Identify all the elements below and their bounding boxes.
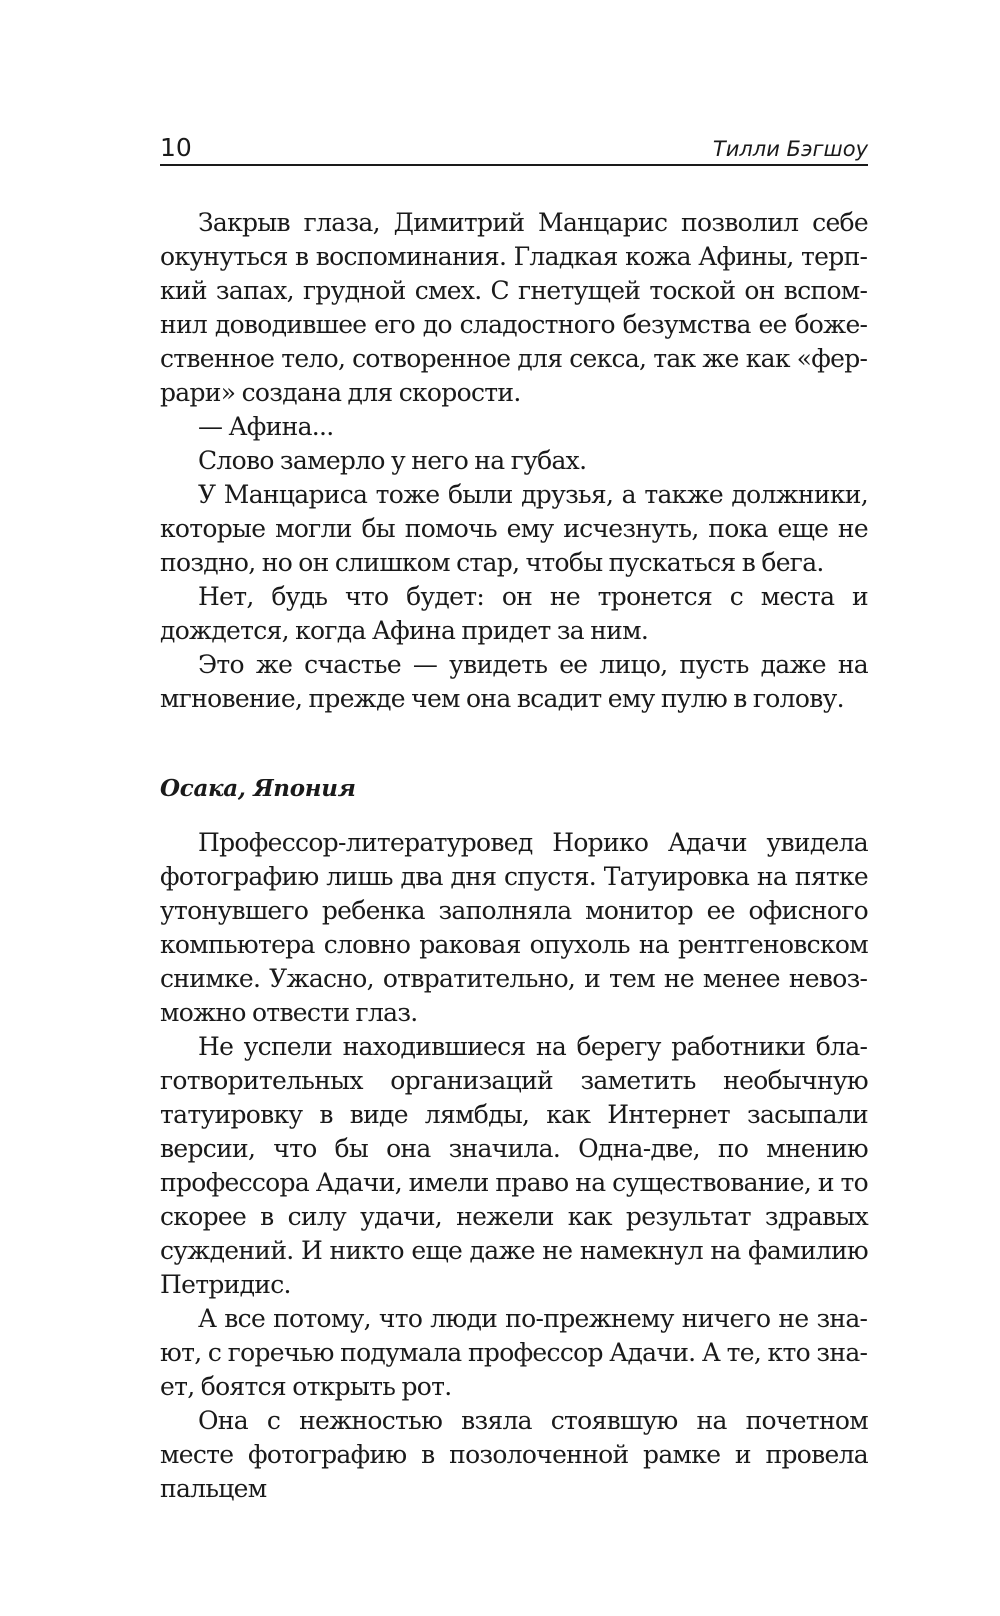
running-head-author: Тилли Бэгшоу — [712, 137, 868, 161]
paragraph: Она с нежностью взяла стоявшую на почетном месте фотографию в позолоченной рамке и провела пальцем — [160, 1406, 868, 1503]
paragraph: Профессор-литературовед Норико Адачи увидела фотографию лишь два дня спустя. Татуировка на пятке утонувшего ребенка заполняла монитор ее офисного компьютера словно раковая опухоль на рентгеновском снимке. Ужасно, отвратительно, и тем не менее невозможно отвести глаз. — [160, 828, 868, 1027]
book-page — [160, 128, 868, 1506]
paragraph: — Афина... — [198, 412, 334, 441]
paragraph: А все потому, что люди по-прежнему ничего не знают, с горечью подумала профессор Адачи. А те, кто знает, боятся открыть рот. — [160, 1304, 868, 1401]
page-number: 10 — [160, 133, 192, 162]
section-2-text — [160, 826, 868, 1506]
section-1-text — [160, 206, 868, 716]
running-head — [160, 128, 868, 166]
paragraph: Нет, будь что будет: он не тронется с места и дождется, когда Афина придет за ним. — [160, 582, 868, 645]
section-heading: Осака, Япония — [160, 775, 356, 802]
paragraph: Не успели находившиеся на берегу работники благотворительных организаций заметить необычную татуировку в виде лямбды, как Интернет засыпали версии, что бы она значила. Одна-две, по мнению профессора Адачи, имели право на существование, и то скорее в силу удачи, нежели как результат здравых суждений. И никто еще даже не намекнул на фамилию Петридис. — [160, 1032, 868, 1299]
paragraph: Закрыв глаза, Димитрий Манцарис позволил себе окунуться в воспоминания. Гладкая кожа Афины, терпкий запах, грудной смех. С гнетущей тоской он вспомнил доводившее его до сладостного безумства ее божественное тело, сотворенное для секса, так же как «феррари» создана для скорости. — [160, 208, 868, 407]
paragraph: Слово замерло у него на губах. — [198, 446, 587, 475]
paragraph: У Манцариса тоже были друзья, а также должники, которые могли бы помочь ему исчезнуть, пока еще не поздно, но он слишком стар, чтобы пускаться в бега. — [160, 480, 868, 577]
paragraph: Это же счастье — увидеть ее лицо, пусть даже на мгновение, прежде чем она всадит ему пулю в голову. — [160, 650, 868, 713]
